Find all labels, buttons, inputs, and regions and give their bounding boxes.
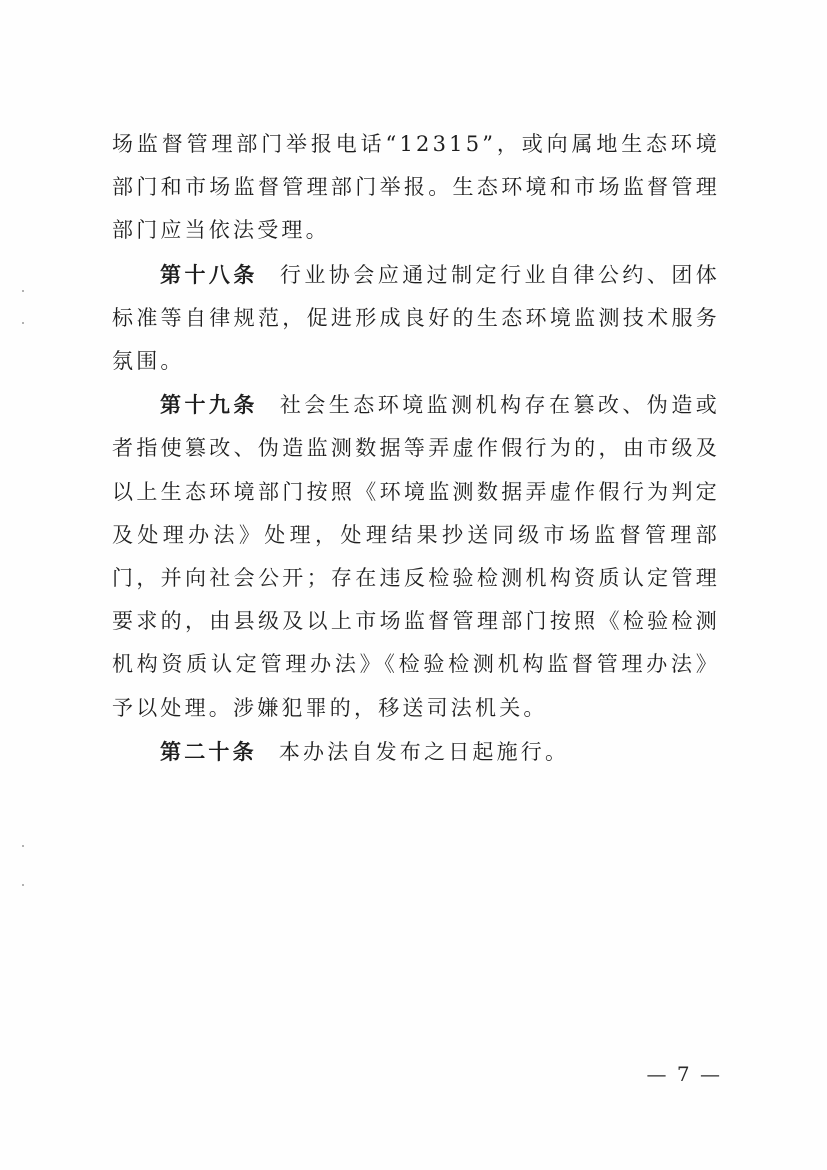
article-18 [112,253,720,384]
article-number: 第十八条 [160,261,258,287]
paragraph-continuation [112,123,720,253]
scan-speck [22,845,24,847]
article-20 [112,730,720,774]
scan-speck [22,322,24,324]
article-number: 第十九条 [160,392,258,418]
paragraph-text: 场监督管理部门举报电话“12315”，或向属地生态环境部门和市场监督管理部门举报。生态环境和市场监督管理部门应当依法受理。 [112,132,720,243]
scan-speck [22,884,24,886]
article-text: 社会生态环境监测机构存在篡改、伪造或者指使篡改、伪造监测数据等弄虚作假行为的，由市级及以上生态环境部门按照《环境监测数据弄虚作假行为判定及处理办法》处理，处理结果抄送同级市场监督管理部门，并向社会公开；存在违反检验检测机构资质认定管理要求的，由县级及以上市场监督管理部门按照《检验检测机构资质认定管理办法》《检验检测机构监督管理办法》予以处理。涉嫌犯罪的，移送司法机关。 [112,393,720,720]
article-text: 本办法自发布之日起施行。 [278,739,570,764]
article-number: 第二十条 [160,738,257,764]
article-text: 行业协会应通过制定行业自律公约、团体标准等自律规范，促进形成良好的生态环境监测技术服务氛围。 [112,262,720,374]
scan-speck [22,290,24,292]
article-19 [112,383,720,730]
document-body [112,123,720,774]
page-number: — 7 — [646,1062,722,1086]
